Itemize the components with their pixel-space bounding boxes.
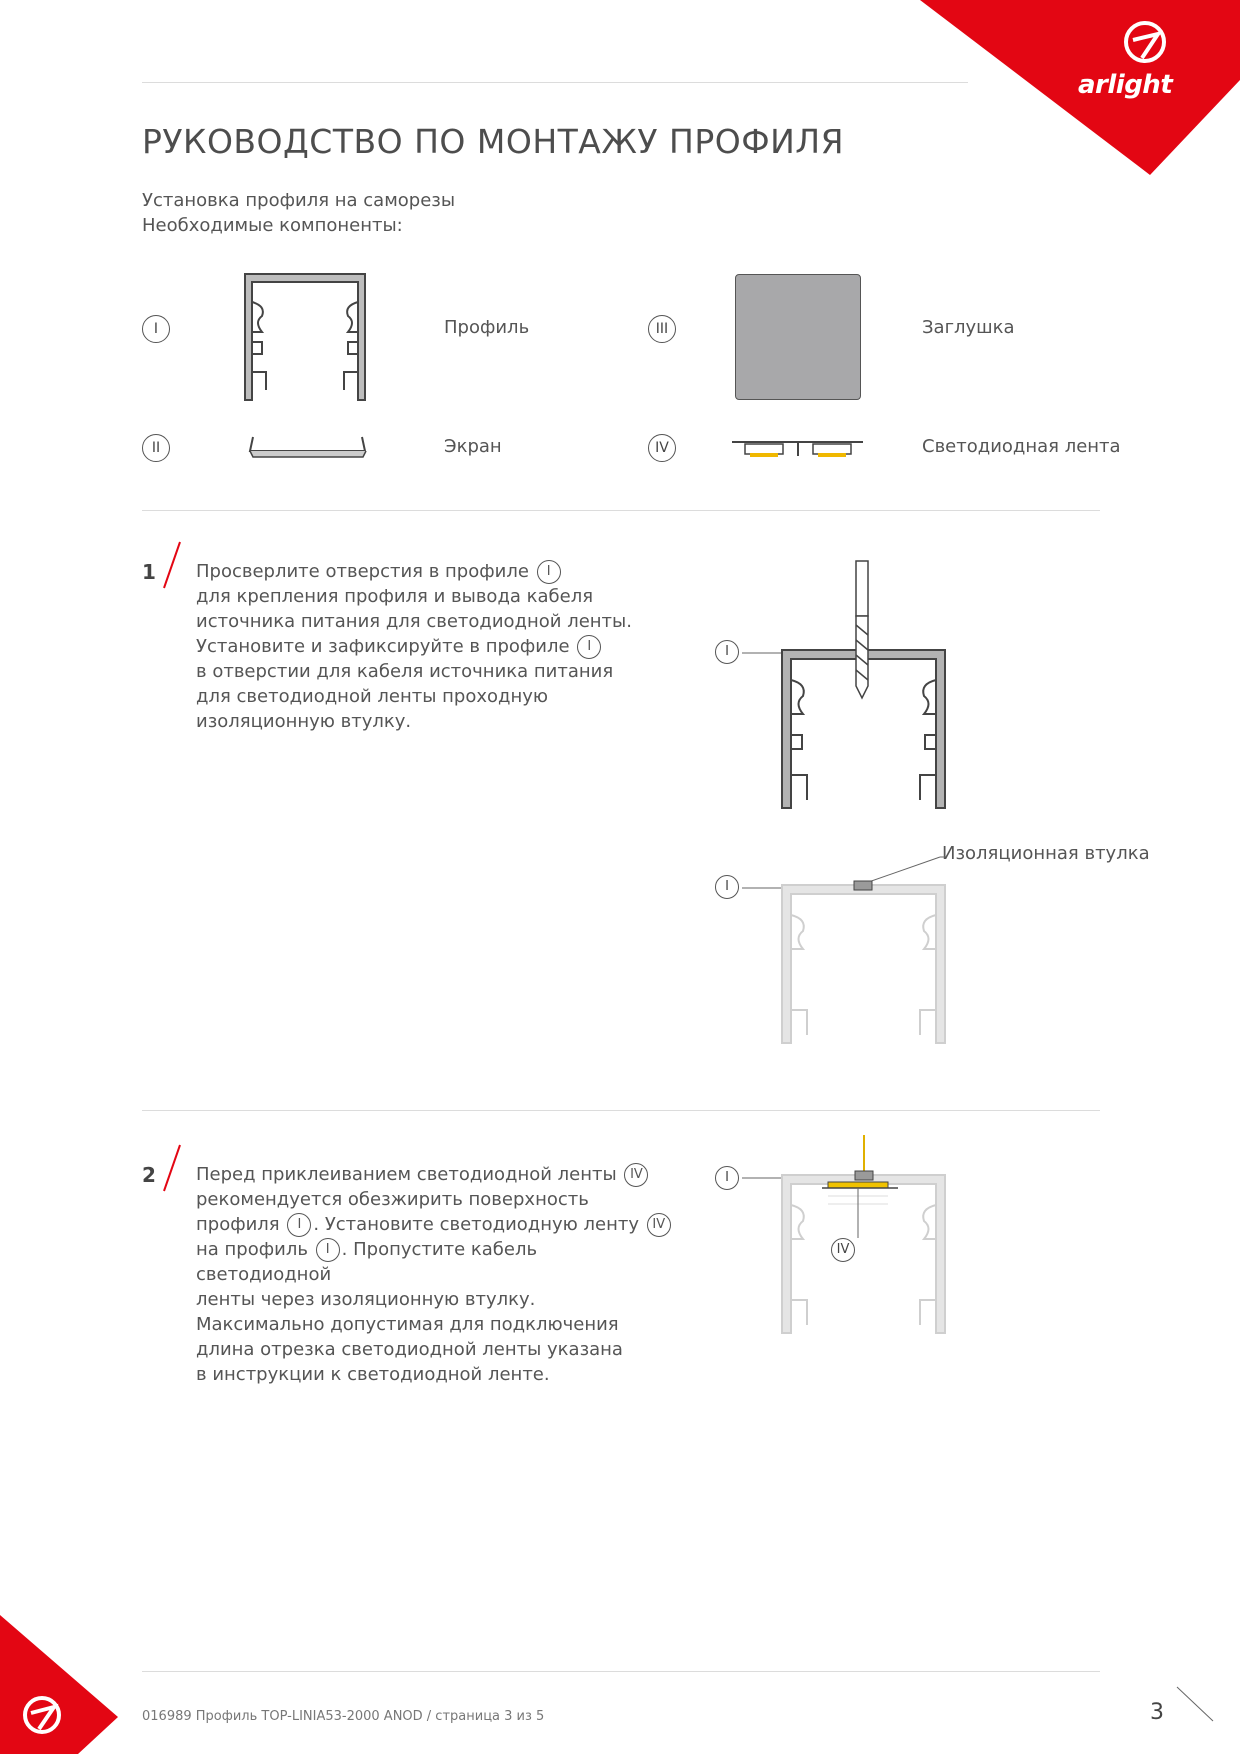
page-number: 3 [1150, 1700, 1164, 1725]
component-label-screen: Экран [444, 436, 502, 457]
step-1-text: Просверлите отверстия в профиле I для крепления профиля и вывода кабеля источника питания для светодиодной ленты. Установите и зафиксируйте в профиле I в отверстии для кабеля источника питания для светодиодной ленты проходную изоляционную втулку. [196, 561, 632, 732]
ref-led-strip-badge: IV [624, 1163, 648, 1187]
diffuser-screen-drawing [245, 435, 370, 460]
ref-profile-badge: I [316, 1238, 340, 1262]
profile-drawing [240, 272, 370, 402]
component-number-ii: II [142, 434, 170, 462]
step-1-profile-callout-b: I [715, 875, 739, 899]
header-divider [142, 82, 968, 83]
subtitle-components: Необходимые компоненты: [142, 215, 403, 236]
step-2-number: 2 [142, 1163, 156, 1187]
brand-logo-text: arlight [1078, 70, 1173, 100]
end-cap-drawing [735, 274, 861, 400]
step-2-led-strip-callout: IV [831, 1238, 855, 1262]
component-number-iv: IV [648, 434, 676, 462]
ref-profile-badge: I [537, 560, 561, 584]
section-divider-2 [142, 1110, 1100, 1111]
step-1-bushing-drawing [740, 845, 980, 1045]
ref-profile-badge: I [287, 1213, 311, 1237]
ref-led-strip-badge: IV [647, 1213, 671, 1237]
footer-document-info: 016989 Профиль TOP-LINIA53-2000 ANOD / страница 3 из 5 [142, 1709, 545, 1724]
led-strip-drawing [730, 438, 865, 463]
step-2-text: Перед приклеиванием светодиодной ленты IV рекомендуется обезжирить поверхность профиля I . Установите светодиодную ленту IV на профиль I . Пропустите кабель светодиодной ленты через изоляционную втулку. Максимально допустимая для подключения длина отрезка светодиодной ленты указана в инструкции к светодиодной ленте. [196, 1162, 676, 1387]
step-1-bushing-callout: Изоляционная втулка [942, 843, 1150, 864]
component-label-profile: Профиль [444, 317, 530, 338]
ref-profile-badge: I [577, 635, 601, 659]
step-1-number: 1 [142, 560, 156, 584]
step-2-led-install-drawing [740, 1130, 960, 1340]
step-1-profile-callout-a: I [715, 640, 739, 664]
step-2-slash [160, 1143, 184, 1193]
step-2-profile-callout: I [715, 1166, 739, 1190]
page-number-slash [1175, 1685, 1215, 1725]
step-1-slash [160, 540, 184, 590]
subtitle-mounting: Установка профиля на саморезы [142, 190, 456, 211]
footer-logo-corner [0, 1615, 120, 1754]
footer-divider [142, 1671, 1100, 1672]
step-1-drill-drawing [740, 555, 960, 815]
section-divider-1 [142, 510, 1100, 511]
component-number-i: I [142, 315, 170, 343]
component-label-end-cap: Заглушка [922, 317, 1015, 338]
page-title: РУКОВОДСТВО ПО МОНТАЖУ ПРОФИЛЯ [142, 122, 845, 161]
component-label-led-strip: Светодиодная лента [922, 436, 1121, 457]
component-number-iii: III [648, 315, 676, 343]
